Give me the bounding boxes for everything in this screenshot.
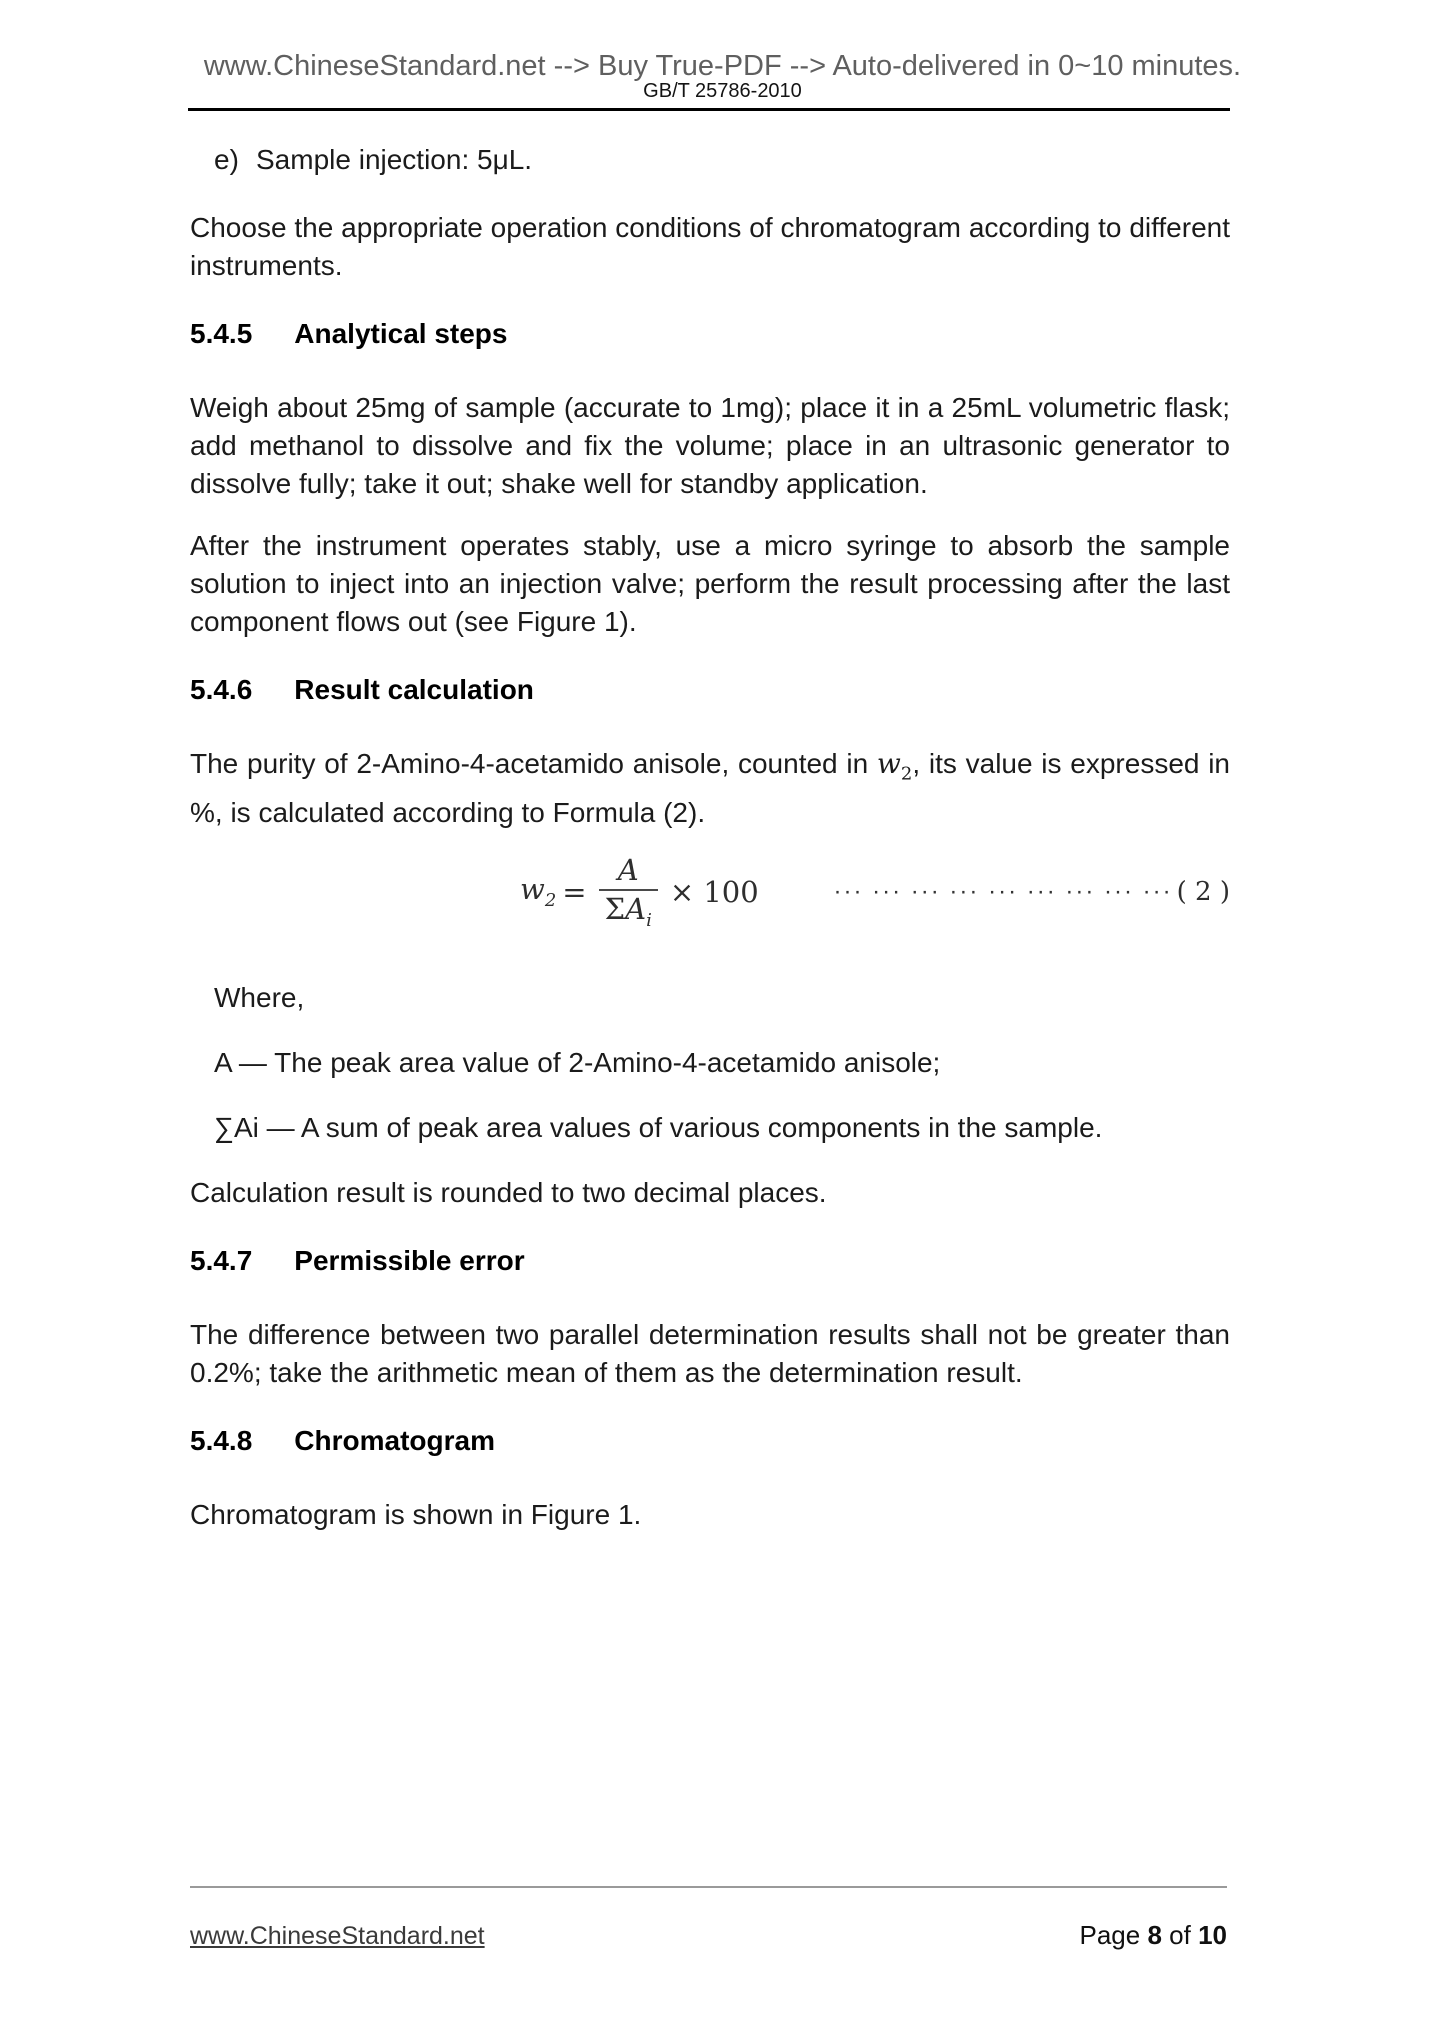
section-number: 5.4.7 [190,1245,253,1277]
section-heading-5-4-5 [190,315,1230,353]
denominator-variable: $A_i$ [625,891,652,931]
list-item-e [214,141,1230,179]
definition-a: A — The peak area value of 2-Amino-4-acetamido anisole; [214,1047,941,1079]
paragraph-choose-conditions: Choose the appropriate operation conditions of chromatogram according to different instruments. [190,212,1230,281]
formula-2 [190,852,1230,931]
section-heading-5-4-6 [190,671,1230,709]
section-heading-5-4-8 [190,1422,1230,1460]
paragraph-purity [190,745,1230,832]
formula-fraction [599,852,658,931]
sigma-symbol: Σ [604,891,626,926]
fraction-denominator [599,889,658,930]
section-number: 5.4.5 [190,318,253,349]
purity-text-before: The purity of 2-Amino-4-acetamido anisole, counted in [190,748,877,779]
paragraph-rounding: Calculation result is rounded to two decimal places. [190,1177,827,1209]
footer-divider [190,1886,1227,1888]
list-item-e-text: Sample injection: 5μL. [256,144,533,175]
standard-code: GB/T 25786-2010 [643,80,802,102]
page-header [0,0,1445,111]
paragraph-weigh-sample: Weigh about 25mg of sample (accurate to 1mg); place it in a 25mL volumetric flask; add methanol to dissolve and fix the volume; place in an ultrasonic generator to dissolve fully; take it out; shake well for standby application. [190,392,1230,499]
equals-sign: = [562,874,587,909]
dotted-leader: ··· ··· ··· ··· ··· ··· ··· ··· ··· [833,878,1173,906]
promo-banner-text: www.ChineseStandard.net --> Buy True-PDF --> Auto-delivered in 0~10 minutes. [203,50,1242,82]
formula-reference [834,873,1231,911]
paragraph-chromatogram-figure: Chromatogram is shown in Figure 1. [190,1499,642,1531]
footer-website-link[interactable]: www.ChineseStandard.net [190,1922,485,1950]
page-label: Page [1079,1920,1141,1950]
fraction-numerator: A [617,852,639,887]
section-title: Analytical steps [294,318,508,349]
section-number: 5.4.8 [190,1425,253,1457]
list-item-e-label: e) [214,144,239,175]
formula-number: ( 2 ) [1176,877,1230,908]
section-heading-5-4-7 [190,1242,1230,1280]
section-number: 5.4.6 [190,674,253,705]
footer-row [190,1920,1227,1951]
section-title: Chromatogram [294,1425,495,1457]
purity-variable-w: $w_2$ [876,747,913,785]
section-title: Permissible error [294,1245,525,1277]
current-page-number: 8 [1147,1920,1162,1950]
paragraph-permissible-error: The difference between two parallel determination results shall not be greater than 0.2%; take the arithmetic mean of them as the determination result. [190,1319,1230,1389]
purity-text-after: , its value is expressed in %, is calculated according to Formula (2). [190,748,1230,828]
definition-sum-ai: ∑Ai — A sum of peak area values of various components in the sample. [214,1112,1103,1144]
page-number-indicator [1079,1920,1227,1951]
multiplier-text: × 100 [669,874,759,909]
document-body [190,111,1230,1534]
paragraph-instrument-stable: After the instrument operates stably, use a micro syringe to absorb the sample solution to inject into an injection valve; perform the result processing after the last component flows out (see Figure 1). [190,530,1230,637]
where-label: Where, [214,982,305,1014]
formula-equation [520,852,759,931]
total-page-number: 10 [1198,1920,1227,1950]
page-of-label: of [1169,1920,1191,1950]
section-title: Result calculation [294,674,534,705]
formula-lhs-variable: $w_2$ [520,872,557,911]
page-footer [190,1886,1227,1951]
